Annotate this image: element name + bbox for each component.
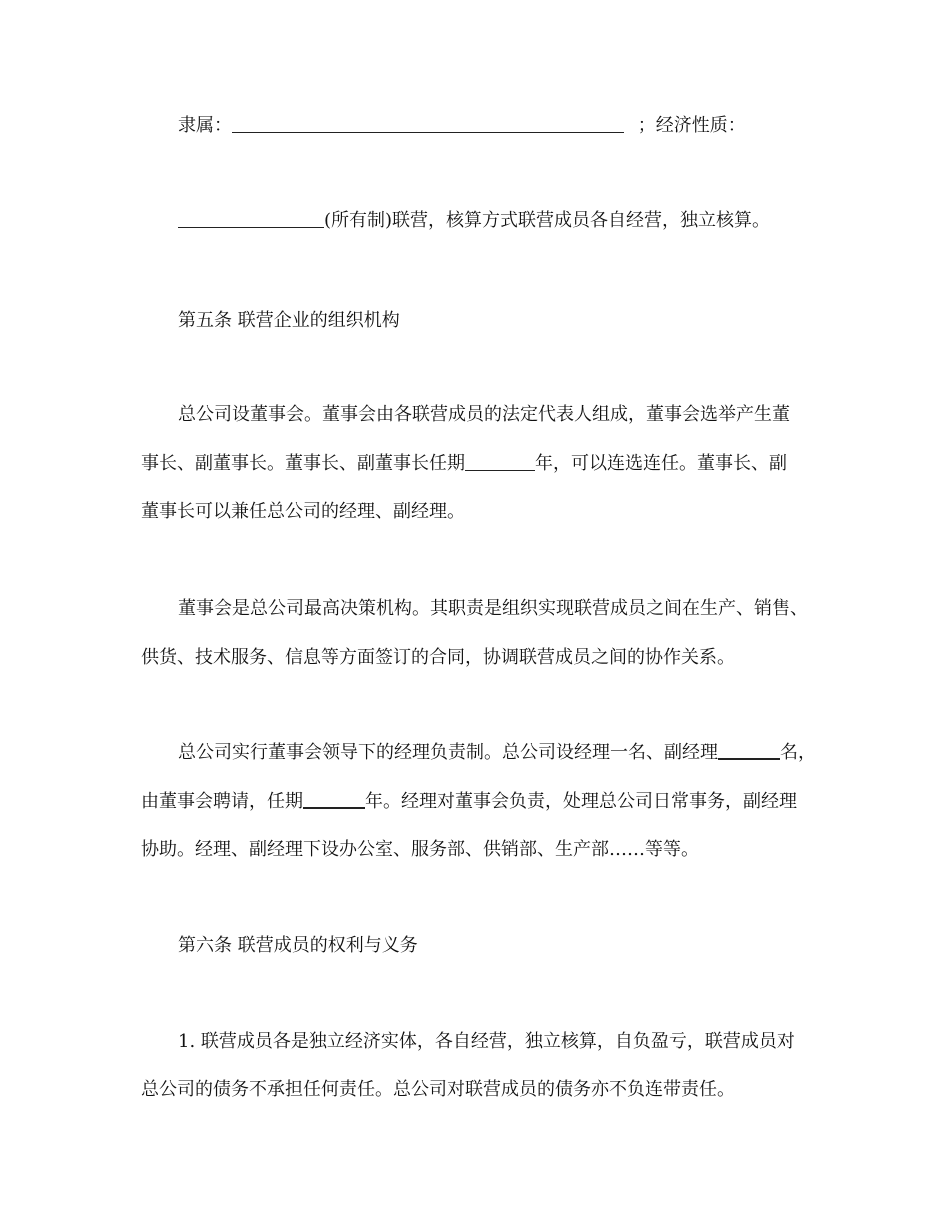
ownership-line: [178, 209, 770, 233]
ownership-text: (所有制)联营，核算方式联营成员各自经营，独立核算。: [324, 210, 771, 231]
deputy-manager-count-blank[interactable]: [718, 758, 780, 760]
affiliation-separator: ；: [637, 115, 656, 136]
article5-p3-line3: 协助。经理、副经理下设办公室、服务部、供销部、生产部……等等。: [141, 839, 699, 860]
article5-p1-line2-b: 年，可以连选连任。董事长、副: [535, 453, 787, 474]
affiliation-blank[interactable]: [232, 132, 624, 133]
ownership-blank[interactable]: [178, 227, 324, 228]
article5-p3-line2-a: 由董事会聘请，任期: [141, 791, 303, 812]
article5-p3-line2-b: 年。经理对董事会负责，处理总公司日常事务，副经理: [365, 791, 797, 812]
article5-p3-line1: [178, 741, 816, 765]
article5-p2-line1: 董事会是总公司最高决策机构。其职责是组织实现联营成员之间在生产、销售、: [178, 598, 808, 619]
article5-p3-line1-b: 名，: [780, 742, 816, 763]
article5-p1-line2-a: 事长、副董事长。董事长、副董事长任期: [141, 453, 465, 474]
manager-term-blank[interactable]: [303, 807, 365, 809]
term-years-blank[interactable]: [465, 470, 535, 471]
affiliation-line: [178, 114, 746, 138]
article5-p1-line2: [141, 452, 787, 476]
affiliation-label: 隶属：: [178, 115, 232, 136]
article5-p2-line2: 供货、技术服务、信息等方面签订的合同，协调联营成员之间的协作关系。: [141, 647, 735, 668]
article6-heading: 第六条 联营成员的权利与义务: [178, 935, 418, 956]
article5-p3-line2: [141, 790, 797, 814]
article5-p1-line3: 董事长可以兼任总公司的经理、副经理。: [141, 501, 465, 522]
article5-heading: 第五条 联营企业的组织机构: [178, 310, 400, 331]
economic-nature-label: 经济性质：: [655, 115, 746, 136]
article6-p1-line2: 总公司的债务不承担任何责任。总公司对联营成员的债务亦不负连带责任。: [141, 1079, 735, 1100]
article6-p1-line1: 1. 联营成员各是独立经济实体，各自经营，独立核算，自负盈亏，联营成员对: [178, 1031, 795, 1052]
article5-p3-line1-a: 总公司实行董事会领导下的经理负责制。总公司设经理一名、副经理: [178, 742, 718, 763]
article5-p1-line1: 总公司设董事会。董事会由各联营成员的法定代表人组成，董事会选举产生董: [178, 404, 790, 425]
